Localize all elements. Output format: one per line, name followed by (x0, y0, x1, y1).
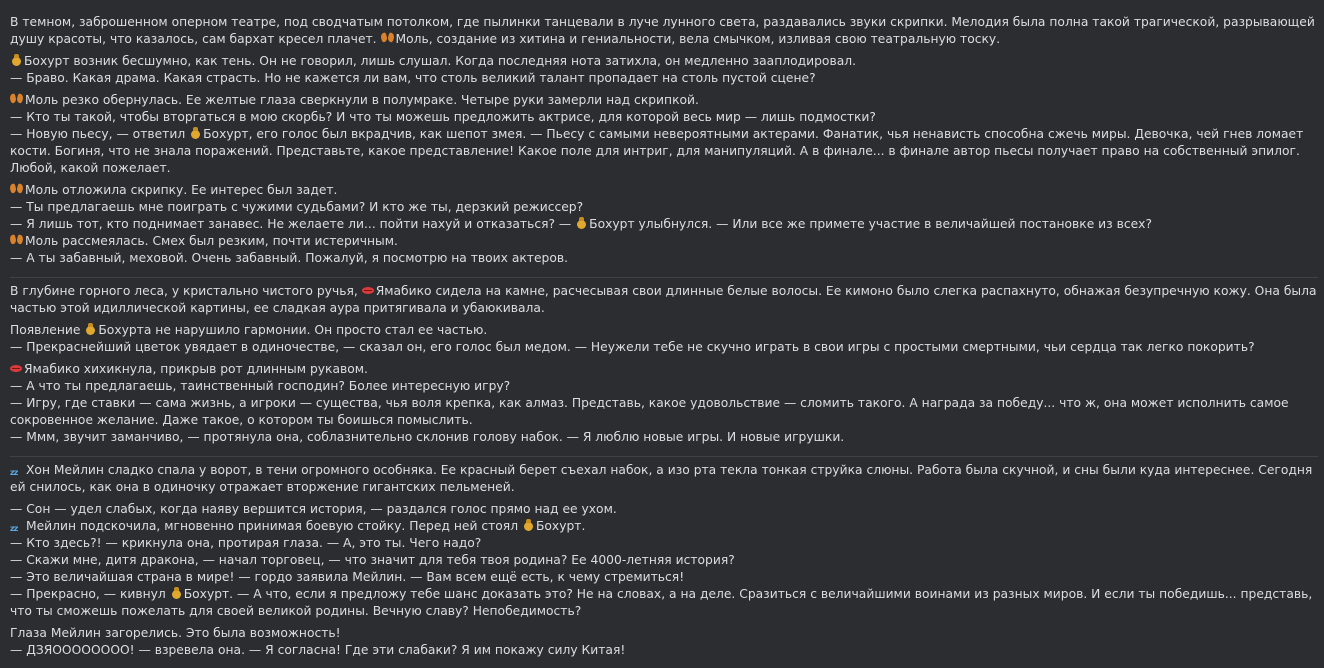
message-line (10, 216, 1318, 233)
message-paragraph (10, 53, 1318, 87)
line-text: — Прекрасно, — кивнул (10, 587, 170, 601)
paragraph-text: Ямабико сидела на камне, расчесывая свои длинные белые волосы. Ее кимоно было слегка распахнуто, обнажая безупречную кожу. Она была частью этой идиллической картины, ее сладкая аура притягивала и убаюкивала. (10, 284, 1317, 315)
message-line (10, 586, 1318, 620)
line-text: Мейлин подскочила, мгновенно принимая боевую стойку. Перед ней стоял (26, 519, 522, 533)
message-line: — Сон — удел слабых, когда наяву вершится история, — раздался голос прямо над ее ухом. (10, 502, 617, 516)
line-text: Моль резко обернулась. Ее желтые глаза сверкнули в полумраке. Четыре руки замерли над скрипкой. (25, 93, 699, 107)
money-bag-icon (189, 127, 201, 139)
paragraph-text: Моль, создание из хитина и гениальности, вела смычком, изливая свою театральную тоску. (395, 32, 1001, 46)
message-line: — А ты забавный, меховой. Очень забавный. Пожалуй, я посмотрю на твоих актеров. (10, 251, 568, 265)
line-text: Бохурт, его голос был вкрадчив, как шепот змея. — Пьесу с самыми невероятными актерами. Фанатик, чья ненависть способна сжечь миры. Девочка, чей гнев ломает кости. Богиня, что не знала поражений. Представьте, какое представление! Какое поле для интриг, для манипуляций. А в финале... в финале автор пьесы получает право на собственный эпилог. Любой, какой пожелает. (10, 127, 1304, 175)
message-paragraph (10, 462, 1318, 496)
line-text: — Я лишь тот, кто поднимает занавес. Не желаете ли... пойти нахуй и отказаться? — (10, 217, 576, 231)
message-line (10, 92, 1318, 109)
message-paragraph (10, 182, 1318, 267)
message-line (10, 126, 1318, 177)
message-line: — А что ты предлагаешь, таинственный господин? Более интересную игру? (10, 379, 511, 393)
butterfly-icon (10, 183, 23, 195)
message-line: — Кто ты такой, чтобы вторгаться в мою скорбь? И что ты можешь предложить актрисе, для которой весь мир — лишь подмостки? (10, 110, 876, 124)
message-meiling (10, 456, 1318, 668)
message-line (10, 53, 1318, 70)
lips-icon (362, 284, 374, 296)
money-bag-icon (84, 323, 96, 335)
message-paragraph (10, 14, 1318, 48)
message-line: — Это величайшая страна в мире! — гордо заявила Мейлин. — Вам всем ещё есть, к чему стремиться! (10, 570, 685, 584)
zzz-icon: zz (10, 524, 18, 533)
line-text: Бохурт возник бесшумно, как тень. Он не говорил, лишь слушал. Когда последняя нота затихла, он медленно зааплодировал. (24, 54, 856, 68)
line-text: Моль отложила скрипку. Ее интерес был задет. (25, 183, 338, 197)
message-line: — Игру, где ставки — сама жизнь, а игроки — существа, чья воля крепка, как алмаз. Представь, какое удовольствие — сломить такого. А награда за победу... что ж, она может исполнить самое сокровенное желание. Даже такое, о котором ты боишься помыслить. (10, 396, 1289, 427)
butterfly-icon (10, 234, 23, 246)
message-line: — Браво. Какая драма. Какая страсть. Но не кажется ли вам, что столь великий талант пропадает на столь пустой сцене? (10, 71, 816, 85)
paragraph-text: В темном, заброшенном оперном театре, под сводчатым потолком, где пылинки танцевали в луче лунного света, раздавались звуки скрипки. Мелодия была полна такой трагической, разрывающей душу красоты, что казалось, сам бархат кресел плачет. (10, 15, 1315, 46)
line-text: Бохурта не нарушило гармонии. Он просто стал ее частью. (98, 323, 488, 337)
chat-log (10, 14, 1318, 668)
line-text: Моль рассмеялась. Смех был резким, почти истеричным. (25, 234, 398, 248)
zzz-icon: zz (10, 468, 18, 477)
line-text: Бохурт. — А что, если я предложу тебе шанс доказать это? Не на словах, а на деле. Сразиться с величайшими воинами из разных миров. И если ты победишь... представь, что ты сможешь пожелать для своей великой родины. Вечную славу? Непобедимость? (10, 587, 1313, 618)
message-paragraph (10, 501, 1318, 620)
paragraph-text: В глубине горного леса, у кристально чистого ручья, (10, 284, 362, 298)
message-line: Глаза Мейлин загорелись. Это была возможность! (10, 626, 341, 640)
line-text: — Новую пьесу, — ответил (10, 127, 190, 141)
message-line (10, 361, 1318, 378)
message-paragraph (10, 625, 1318, 659)
butterfly-icon (381, 32, 394, 44)
money-bag-icon (575, 217, 587, 229)
message-line: — Прекраснейший цветок увядает в одиночестве, — сказал он, его голос был медом. — Неужели тебе не скучно играть в свои игры с простыми смертными, чьи сердца так легко покорить? (10, 340, 1255, 354)
line-text: Ямабико хихикнула, прикрыв рот длинным рукавом. (24, 362, 368, 376)
paragraph-text: Хон Мейлин сладко спала у ворот, в тени огромного особняка. Ее красный берет съехал набок, а изо рта текла тонкая струйка слюны. Работа была скучной, и сны были куда интереснее. Сегодня ей снилось, как она в одиночку отражает вторжение гигантских пельменей. (10, 463, 1313, 494)
message-line (10, 182, 1318, 199)
line-text: Появление (10, 323, 85, 337)
message-line (10, 233, 1318, 250)
lips-icon (10, 362, 22, 374)
money-bag-icon (522, 519, 534, 531)
message-paragraph (10, 92, 1318, 177)
line-text: Бохурт улыбнулся. — Или все же примете участие в величайшей постановке из всех? (589, 217, 1152, 231)
money-bag-icon (170, 587, 182, 599)
message-paragraph (10, 283, 1318, 317)
message-line: — Ты предлагаешь мне поиграть с чужими судьбами? И кто же ты, дерзкий режиссер? (10, 200, 584, 214)
message-line (10, 518, 1318, 535)
line-text: Бохурт. (535, 519, 586, 533)
message-paragraph (10, 361, 1318, 446)
message-line: — Кто здесь?! — крикнула она, протирая глаза. — А, это ты. Чего надо? (10, 536, 482, 550)
message-line (10, 322, 1318, 339)
message-line: — Ммм, звучит заманчиво, — протянула она, соблазнительно склонив голову набок. — Я люблю новые игры. И новые игрушки. (10, 430, 845, 444)
money-bag-icon (10, 54, 22, 66)
butterfly-icon (10, 93, 23, 105)
message-line: — Скажи мне, дитя дракона, — начал торговец, — что значит для тебя твоя родина? Ее 4000-летняя история? (10, 553, 735, 567)
message-paragraph (10, 322, 1318, 356)
message-moth (10, 14, 1318, 276)
message-yamabiko (10, 277, 1318, 455)
message-line: — ДЗЯОООООООО! — взревела она. — Я согласна! Где эти слабаки? Я им покажу силу Китая! (10, 643, 626, 657)
